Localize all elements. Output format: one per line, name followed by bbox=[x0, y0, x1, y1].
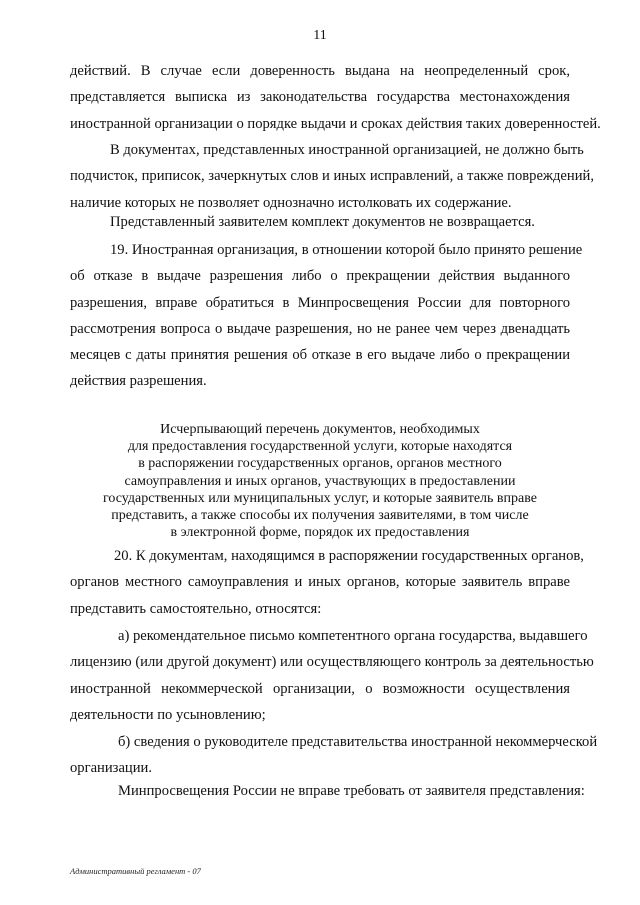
paragraph-item-20 bbox=[70, 543, 584, 622]
text-line: представить самостоятельно, относятся: bbox=[70, 600, 322, 617]
text-line: 20. К документам, находящимся в распоряжении государственных органов, bbox=[114, 548, 584, 564]
paragraph-power-of-attorney bbox=[70, 58, 601, 137]
heading-line: для предоставления государственной услуги, которые находятся bbox=[127, 439, 513, 455]
heading-line: представить, а также способы их получения заявителями, в том числе bbox=[111, 508, 529, 524]
heading-line: в распоряжении государственных органов, органов местного bbox=[138, 456, 502, 472]
paragraph-item-a bbox=[70, 623, 594, 728]
paragraph-ministry-may-not-require bbox=[70, 778, 585, 804]
text-line: подчисток, приписок, зачеркнутых слов и иных исправлений, а также повреждений, bbox=[70, 168, 594, 185]
text-line: организации. bbox=[70, 760, 152, 777]
paragraph-item-b bbox=[70, 729, 598, 782]
text-line: 19. Иностранная организация, в отношении которой было принято решение bbox=[110, 242, 583, 258]
section-heading bbox=[95, 421, 545, 541]
heading-line: самоуправления и иных органов, участвующих в предоставлении bbox=[124, 473, 516, 489]
text-line: б) сведения о руководителе представительства иностранной некоммерческой bbox=[118, 734, 598, 750]
text-line: деятельности по усыновлению; bbox=[70, 706, 266, 723]
page-number: 11 bbox=[313, 28, 327, 43]
text-line: наличие которых не позволяет однозначно истолковать их содержание. bbox=[70, 194, 512, 211]
text-line: рассмотрения вопроса о выдаче разрешения, но не ранее чем через двенадцать bbox=[70, 320, 570, 337]
heading-line: государственных или муниципальных услуг, и которые заявитель вправе bbox=[103, 490, 537, 506]
text-line: В документах, представленных иностранной организацией, не должно быть bbox=[110, 142, 584, 158]
text-line: действия разрешения. bbox=[70, 373, 207, 390]
text-line: иностранной организации о порядке выдачи и сроках действия таких доверенностей. bbox=[70, 115, 601, 132]
text-line: разрешения, вправе обратиться в Минпросвещения России для повторного bbox=[70, 294, 570, 311]
paragraph-item-19 bbox=[70, 237, 583, 395]
paragraph-document-requirements bbox=[70, 137, 594, 216]
heading-line: в электронной форме, порядок их предоставления bbox=[170, 525, 470, 541]
text-line: органов местного самоуправления и иных органов, которые заявитель вправе bbox=[70, 574, 570, 591]
text-line: представляется выписка из законодательства государства местонахождения bbox=[70, 89, 570, 106]
text-line: месяцев с даты принятия решения об отказе в его выдаче либо о прекращении bbox=[70, 347, 570, 364]
text-line: об отказе в выдаче разрешения либо о прекращении действия выданного bbox=[70, 268, 570, 285]
text-line: а) рекомендательное письмо компетентного органа государства, выдавшего bbox=[118, 628, 588, 644]
text-line: иностранной некоммерческой организации, о возможности осуществления bbox=[70, 680, 570, 697]
text-line: Минпросвещения России не вправе требовать от заявителя представления: bbox=[118, 783, 585, 799]
text-line: Представленный заявителем комплект документов не возвращается. bbox=[110, 214, 535, 230]
text-line: лицензию (или другой документ) или осуществляющего контроль за деятельностью bbox=[70, 654, 594, 671]
heading-line: Исчерпывающий перечень документов, необходимых bbox=[160, 422, 480, 437]
text-line: действий. В случае если доверенность выдана на неопределенный срок, bbox=[70, 63, 570, 79]
paragraph-documents-not-returned bbox=[70, 209, 570, 235]
footer-document-id: Административный регламент - 07 bbox=[70, 866, 201, 876]
